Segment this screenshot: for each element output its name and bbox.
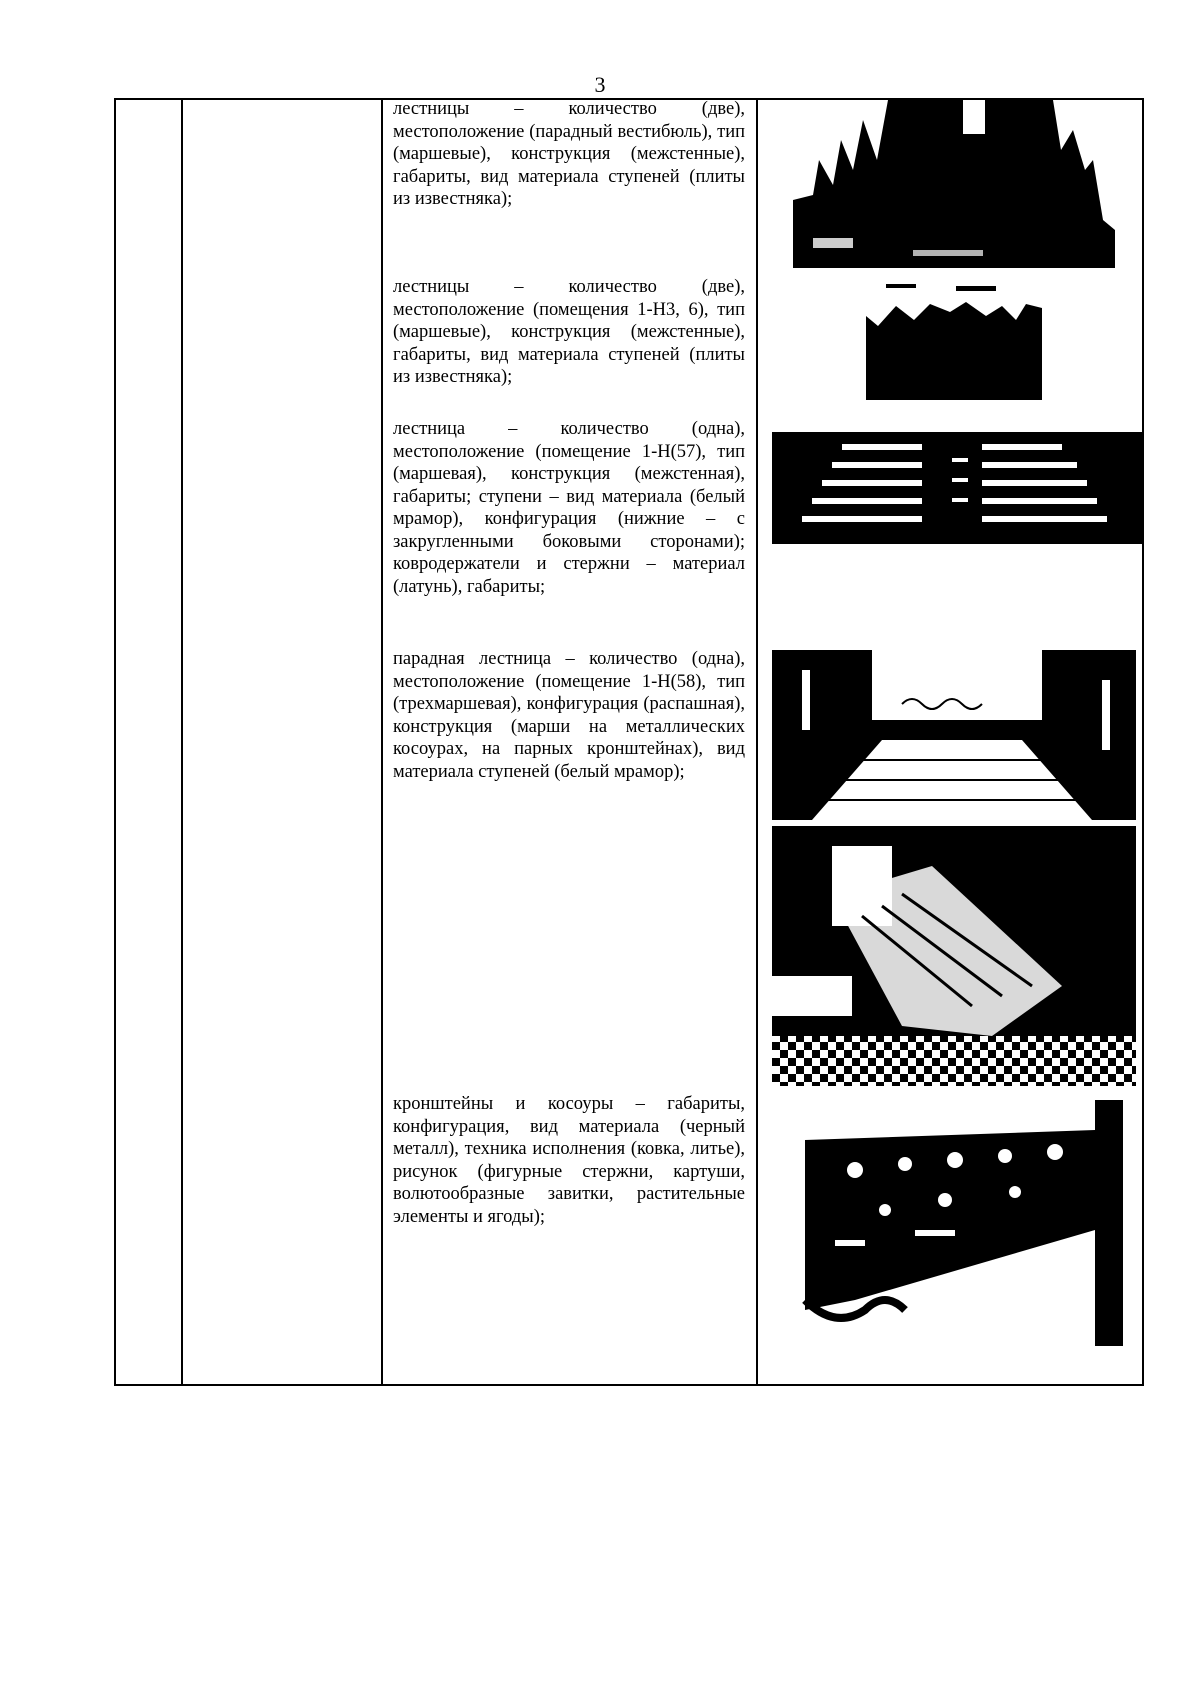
column-divider	[181, 100, 183, 1384]
entry-description: лестницы – количество (две), местоположение (парадный вестибюль), тип (маршевые), конструкция (межстенные), габариты, вид материала ступеней (плиты из известняка);	[393, 99, 745, 209]
column-divider	[756, 100, 758, 1384]
entry-description: кронштейны и косоуры – габариты, конфигурация, вид материала (черный металл), техника исполнения (ковка, литье), рисунок (фигурные стержни, картуши, волютообразные завитки, растительные элементы и ягоды);	[393, 1094, 745, 1227]
entry-description: лестница – количество (одна), местоположение (помещение 1-Н(57), тип (маршевая), конструкция (межстенная), габариты; ступени – вид материала (белый мрамор), конфигурация (нижние – с закругленными боковыми сторонами); ковродержатели и стержни – материал (латунь), габариты;	[393, 419, 745, 597]
page-number: 3	[594, 72, 606, 97]
photo-iron-brackets	[795, 1100, 1123, 1346]
photo-marble-stairs	[772, 416, 1142, 544]
photo-main-staircase-upper	[772, 650, 1136, 820]
photo-room-stairs	[866, 276, 1042, 400]
photo-main-staircase-lower	[772, 826, 1136, 1086]
column-divider	[381, 100, 383, 1384]
entry-description: парадная лестница – количество (одна), местоположение (помещение 1-Н(58), тип (трехмаршевая), конфигурация (распашная), конструкция (марши на металлических косоурах, на парных кронштейнах), вид материала ступеней (белый мрамор);	[393, 649, 745, 782]
photo-vestibule-stairs	[793, 100, 1115, 268]
entry-description: лестницы – количество (две), местоположение (помещения 1-Н3, 6), тип (маршевые), конструкция (межстенные), габариты, вид материала ступеней (плиты из известняка);	[393, 277, 745, 387]
